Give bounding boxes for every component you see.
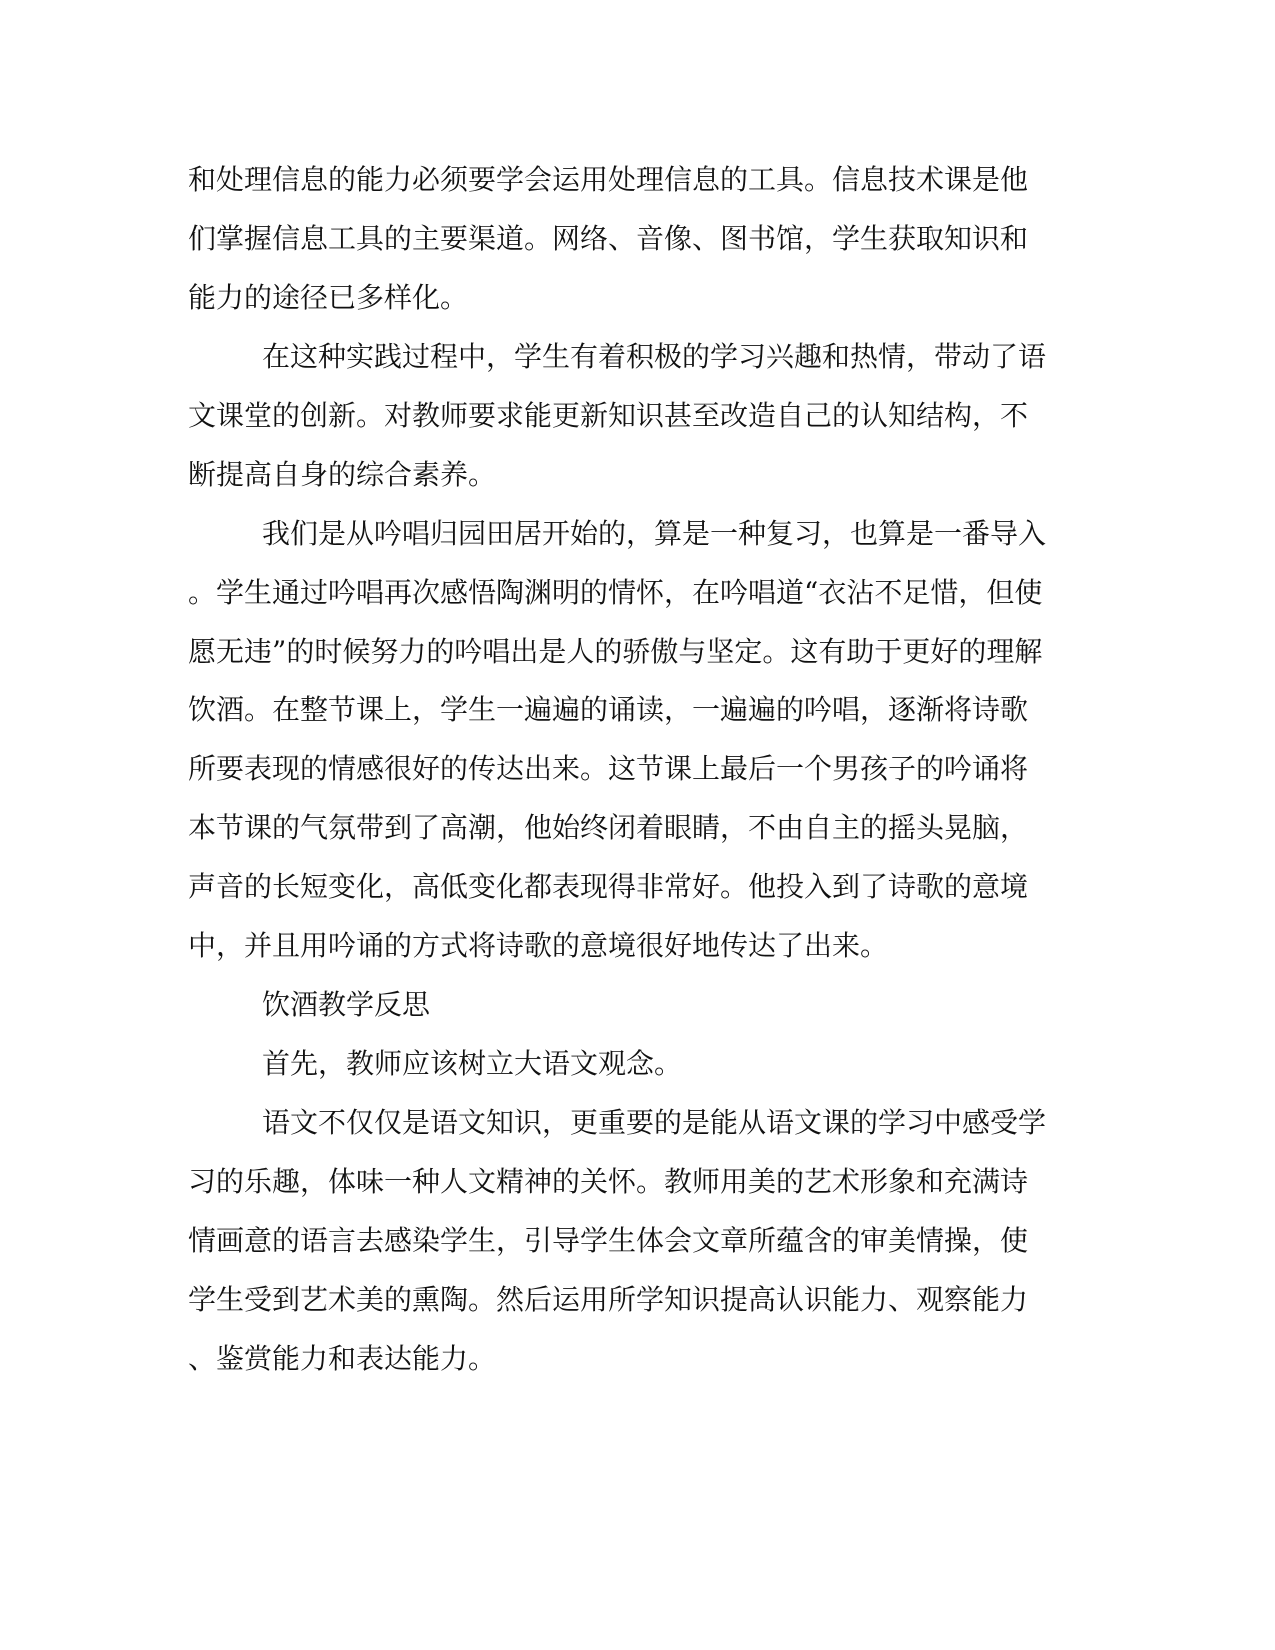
paragraph-line: 学生受到艺术美的熏陶。然后运用所学知识提高认识能力、观察能力 xyxy=(188,1283,1029,1316)
paragraph-line: 中，并且用吟诵的方式将诗歌的意境很好地传达了出来。 xyxy=(188,929,889,962)
paragraph-line: 在这种实践过程中，学生有着积极的学习兴趣和热情，带动了语 xyxy=(262,340,1047,373)
paragraph-line: 首先，教师应该树立大语文观念。 xyxy=(262,1047,683,1080)
paragraph-line: 声音的长短变化，高低变化都表现得非常好。他投入到了诗歌的意境 xyxy=(188,870,1029,903)
paragraph-line: 能力的途径已多样化。 xyxy=(188,281,469,314)
paragraph-line: 们掌握信息工具的主要渠道。网络、音像、图书馆，学生获取知识和 xyxy=(188,222,1029,255)
paragraph-line: 我们是从吟唱归园田居开始的，算是一种复习，也算是一番导入 xyxy=(262,517,1047,550)
paragraph-line: 习的乐趣，体味一种人文精神的关怀。教师用美的艺术形象和充满诗 xyxy=(188,1165,1029,1198)
paragraph-line: 本节课的气氛带到了高潮，他始终闭着眼睛，不由自主的摇头晃脑， xyxy=(188,811,1029,844)
paragraph-line: 和处理信息的能力必须要学会运用处理信息的工具。信息技术课是他 xyxy=(188,163,1029,196)
paragraph-line: 所要表现的情感很好的传达出来。这节课上最后一个男孩子的吟诵将 xyxy=(188,752,1029,785)
paragraph-line: 语文不仅仅是语文知识，更重要的是能从语文课的学习中感受学 xyxy=(262,1106,1047,1139)
paragraph-line: 文课堂的创新。对教师要求能更新知识甚至改造自己的认知结构，不 xyxy=(188,399,1029,432)
paragraph-line: 饮酒。在整节课上，学生一遍遍的诵读，一遍遍的吟唱，逐渐将诗歌 xyxy=(188,693,1029,726)
paragraph-line: 。学生通过吟唱再次感悟陶渊明的情怀，在吟唱道“衣沾不足惜，但使 xyxy=(188,576,1043,609)
paragraph-line: 、鉴赏能力和表达能力。 xyxy=(188,1342,497,1375)
paragraph-line: 断提高自身的综合素养。 xyxy=(188,458,497,491)
paragraph-line: 愿无违”的时候努力的吟唱出是人的骄傲与坚定。这有助于更好的理解 xyxy=(188,635,1043,668)
section-heading: 饮酒教学反思 xyxy=(262,988,431,1021)
paragraph-line: 情画意的语言去感染学生，引导学生体会文章所蕴含的审美情操，使 xyxy=(188,1224,1029,1257)
